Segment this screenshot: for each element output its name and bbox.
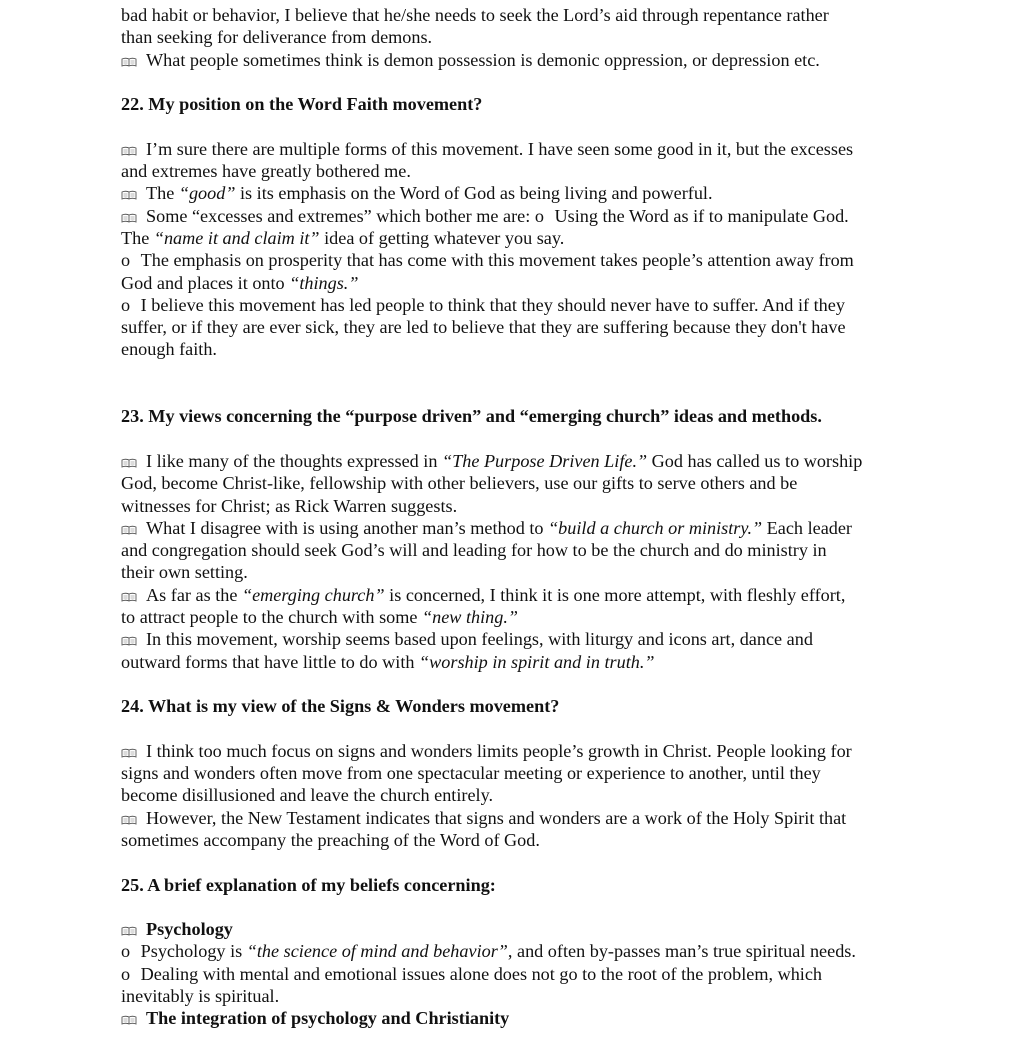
paragraph-text: I think too much focus on signs and wonders limits people’s growth in Christ. People looking for <box>146 740 852 761</box>
paragraph-text: is its emphasis on the Word of God as being living and powerful. <box>235 183 713 204</box>
emphasis-text: “new thing.” <box>422 607 519 628</box>
paragraph-text: God, become Christ-like, fellowship with other believers, use our gifts to serve others and be <box>121 473 798 494</box>
paragraph-text: to attract people to the church with some <box>121 607 423 628</box>
paragraph-text: Psychology is <box>140 941 247 962</box>
paragraph-text: I’m sure there are multiple forms of this movement. I have seen some good in it, but the excesses <box>146 138 854 159</box>
open-book-icon <box>121 815 137 825</box>
bullet-line <box>121 1007 911 1029</box>
bullet-line <box>121 517 911 539</box>
paragraph-text: outward forms that have little to do with <box>121 651 420 672</box>
open-book-icon <box>121 926 137 936</box>
bullet-line <box>121 918 911 940</box>
paragraph-text: The <box>146 183 179 204</box>
paragraph-text: As far as the <box>146 584 242 605</box>
open-book-icon <box>121 636 137 646</box>
text-line <box>121 762 911 784</box>
text-line <box>121 26 911 48</box>
emphasis-text: “build a church or ministry.” <box>548 517 763 538</box>
paragraph-text: Each leader <box>762 517 852 538</box>
paragraph-text: , and often by-passes man’s true spiritual needs. <box>507 941 856 962</box>
paragraph-text: signs and wonders often move from one spectacular meeting or experience to another, until they <box>121 763 821 784</box>
circle-bullet: o <box>121 294 131 315</box>
section-heading-23: 23. My views concerning the “purpose driven” and “emerging church” ideas and methods. <box>121 406 822 427</box>
paragraph-text: I like many of the thoughts expressed in <box>146 450 442 471</box>
open-book-icon <box>121 190 137 200</box>
subheading-text: The integration of psychology and Christianity <box>146 1008 510 1029</box>
paragraph-text: is concerned, I think it is one more attempt, with fleshly effort, <box>384 584 846 605</box>
emphasis-text: “The Purpose Driven Life.” <box>442 450 648 471</box>
paragraph-text: The <box>121 227 154 248</box>
paragraph-text: sometimes accompany the preaching of the Word of God. <box>121 829 540 850</box>
circle-bullet: o <box>121 963 131 984</box>
bullet-line <box>121 294 911 316</box>
bullet-line <box>121 628 911 650</box>
paragraph-text: become disillusioned and leave the church entirely. <box>121 785 494 806</box>
bullet-line <box>121 49 911 71</box>
paragraph-text: However, the New Testament indicates that signs and wonders are a work of the Holy Spirit that <box>146 807 847 828</box>
text-line <box>121 985 911 1007</box>
text-line <box>121 160 911 182</box>
emphasis-text: “worship in spirit and in truth.” <box>419 651 655 672</box>
text-line <box>121 316 911 338</box>
open-book-icon <box>121 592 137 602</box>
paragraph-text: God has called us to worship <box>647 450 863 471</box>
text-line <box>121 338 911 360</box>
paragraph-text: Dealing with mental and emotional issues alone does not go to the root of the problem, which <box>140 963 823 984</box>
paragraph-text: enough faith. <box>121 339 217 360</box>
paragraph-text: inevitably is spiritual. <box>121 986 280 1007</box>
open-book-icon <box>121 1015 137 1025</box>
paragraph-text: What I disagree with is using another man’s method to <box>146 517 549 538</box>
emphasis-text: “the science of mind and behavior” <box>246 941 508 962</box>
circle-bullet: o <box>121 941 131 962</box>
document-page <box>121 4 911 1030</box>
section-heading-24: 24. What is my view of the Signs & Wonders movement? <box>121 696 560 717</box>
text-line <box>121 4 911 26</box>
paragraph-text: Some “excesses and extremes” which bother me are: <box>146 205 531 226</box>
emphasis-text: “things.” <box>289 272 359 293</box>
open-book-icon <box>121 458 137 468</box>
bullet-line <box>121 182 911 204</box>
bullet-line <box>121 138 911 160</box>
section-heading-22: 22. My position on the Word Faith movement? <box>121 94 483 115</box>
emphasis-text: “emerging church” <box>241 584 385 605</box>
circle-bullet: o <box>121 250 131 271</box>
paragraph-text: God and places it onto <box>121 272 290 293</box>
paragraph-text: and congregation should seek God’s will and leading for how to be the church and do ministry in <box>121 540 827 561</box>
section-heading-25: 25. A brief explanation of my beliefs concerning: <box>121 874 496 895</box>
paragraph-text: bad habit or behavior, I believe that he/she needs to seek the Lord’s aid through repentance rather <box>121 5 829 25</box>
subheading-text: Psychology <box>146 919 233 940</box>
paragraph-text: In this movement, worship seems based upon feelings, with liturgy and icons art, dance and <box>146 629 813 650</box>
bullet-line <box>121 963 911 985</box>
text-line <box>121 784 911 806</box>
text-line <box>121 272 911 294</box>
bullet-line <box>121 584 911 606</box>
open-book-icon <box>121 146 137 156</box>
paragraph-text: Using the Word as if to manipulate God. <box>554 205 849 226</box>
bullet-line <box>121 249 911 271</box>
paragraph-text: I believe this movement has led people to think that they should never have to suffer. And if they <box>140 294 845 315</box>
bullet-line <box>121 205 911 227</box>
text-line <box>121 606 911 628</box>
open-book-icon <box>121 57 137 67</box>
text-line <box>121 539 911 561</box>
emphasis-text: “good” <box>178 183 236 204</box>
text-line <box>121 227 911 249</box>
open-book-icon <box>121 213 137 223</box>
text-line <box>121 561 911 583</box>
paragraph-text: their own setting. <box>121 562 248 583</box>
paragraph-text: idea of getting whatever you say. <box>319 227 565 248</box>
open-book-icon <box>121 748 137 758</box>
paragraph-text: What people sometimes think is demon possession is demonic oppression, or depression etc. <box>146 49 820 70</box>
emphasis-text: “name it and claim it” <box>153 227 320 248</box>
bullet-line <box>121 940 911 962</box>
text-line <box>121 651 911 673</box>
bullet-line <box>121 740 911 762</box>
bullet-line <box>121 450 911 472</box>
open-book-icon <box>121 525 137 535</box>
paragraph-text: and extremes have greatly bothered me. <box>121 161 411 182</box>
paragraph-text: than seeking for deliverance from demons. <box>121 27 433 48</box>
text-line <box>121 472 911 494</box>
paragraph-text: witnesses for Christ; as Rick Warren suggests. <box>121 495 458 516</box>
paragraph-text: The emphasis on prosperity that has come with this movement takes people’s attention away from <box>140 250 854 271</box>
text-line <box>121 495 911 517</box>
bullet-line <box>121 807 911 829</box>
circle-bullet: o <box>534 205 544 226</box>
paragraph-text: suffer, or if they are ever sick, they are led to believe that they are suffering because they don't have <box>121 317 846 338</box>
text-line <box>121 829 911 851</box>
